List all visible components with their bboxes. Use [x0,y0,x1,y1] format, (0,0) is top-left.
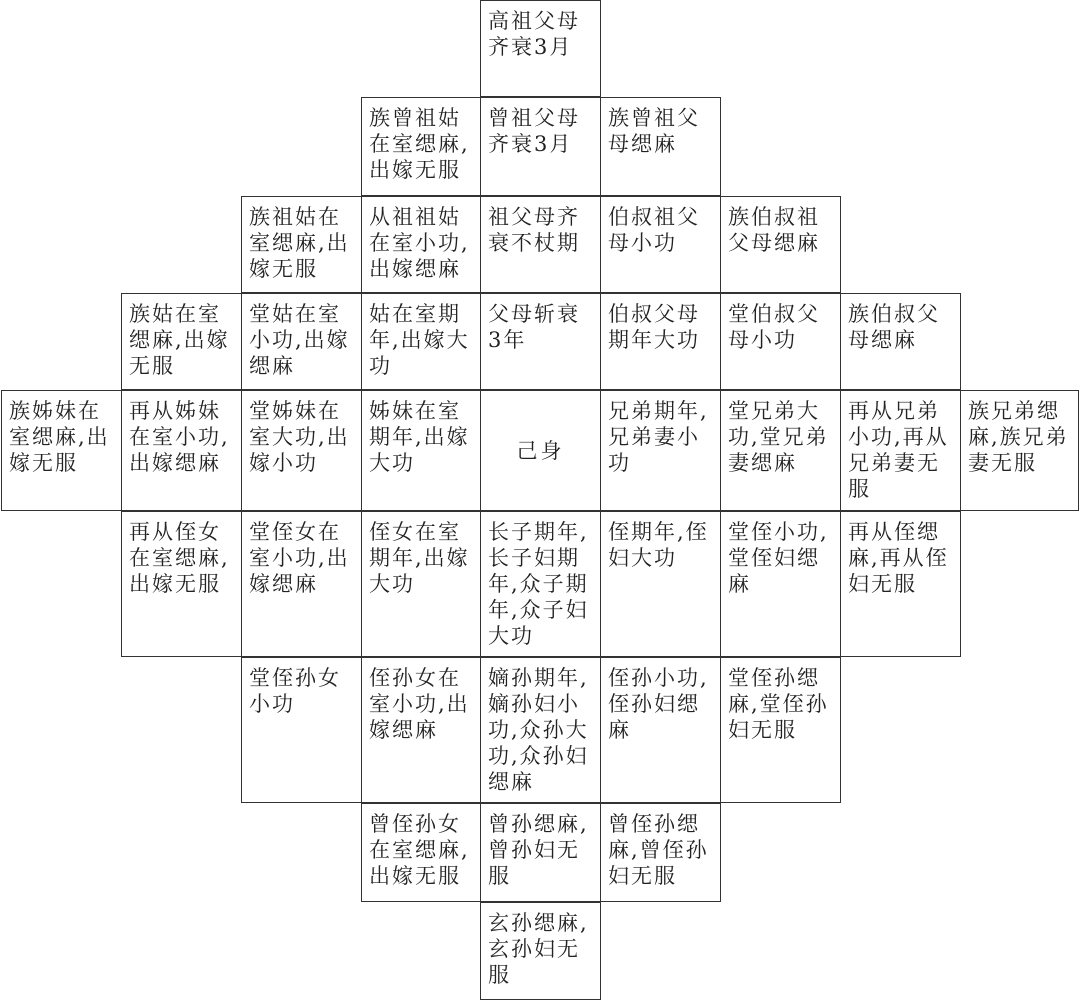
cell-xiongdi: 兄弟期年, 兄弟妻小 功 [600,390,721,511]
cell-cong-zu-zu-gu: 从祖祖姑 在室小功, 出嫁缌麻 [361,196,482,293]
cell-fumu: 父母斩衰 3年 [480,293,601,390]
cell-self: 己身 [480,390,601,511]
cell-sun: 嫡孙期年, 嫡孙妇小 功,众孙大 功,众孙妇 缌麻 [480,657,601,803]
cell-zu-fumu: 祖父母齐 衰不杖期 [480,196,601,293]
cell-tang-zhi: 堂侄小功, 堂侄妇缌 麻 [720,511,841,657]
cell-zu-xiongdi: 族兄弟缌 麻,族兄弟 妻无服 [960,390,1079,511]
cell-zai-cong-zhi: 再从侄缌 麻,再从侄 妇无服 [840,511,961,657]
cell-bo-shu-fumu: 伯叔父母 期年大功 [600,293,721,390]
cell-tang-xiongdi: 堂兄弟大 功,堂兄弟 妻缌麻 [720,390,841,511]
cell-zai-cong-zimei: 再从姊妹 在室小功, 出嫁缌麻 [121,390,242,511]
cell-tang-bo-shu-fumu: 堂伯叔父 母小功 [720,293,841,390]
cell-zi: 长子期年, 长子妇期 年,众子期 年,众子妇 大功 [480,511,601,657]
cell-zhisun: 侄孙小功, 侄孙妇缌 麻 [600,657,721,803]
cell-tang-zhisun-nv: 堂侄孙女 小功 [241,657,362,803]
cell-tang-gu: 堂姑在室 小功,出嫁 缌麻 [241,293,362,390]
cell-zeng-sun: 曾孙缌麻, 曾孙妇无 服 [480,803,601,902]
cell-zu-zimei: 族姊妹在 室缌麻,出 嫁无服 [1,390,122,511]
cell-gu: 姑在室期 年,出嫁大 功 [361,293,482,390]
cell-gaozu-fumu: 高祖父母 齐衰3月 [480,0,601,97]
cell-tang-zhinv: 堂侄女在 室小功,出 嫁缌麻 [241,511,362,657]
cell-bo-shu-zu-fumu: 伯叔祖父 母小功 [600,196,721,293]
cell-zhi: 侄期年,侄 妇大功 [600,511,721,657]
cell-zeng-zhisun-nv: 曾侄孙女 在室缌麻, 出嫁无服 [361,803,482,902]
cell-zeng-zhisun: 曾侄孙缌 麻,曾侄孙 妇无服 [600,803,721,902]
cell-zeng-zu-fumu: 曾祖父母 齐衰3月 [480,97,601,196]
cell-zhinv: 侄女在室 期年,出嫁 大功 [361,511,482,657]
cell-zu-zeng-zu-fumu: 族曾祖父 母缌麻 [600,97,721,196]
cell-zai-cong-zhinv: 再从侄女 在室缌麻, 出嫁无服 [121,511,242,657]
cell-zu-zu-gu: 族祖姑在 室缌麻,出 嫁无服 [241,196,362,293]
cell-tang-zimei: 堂姊妹在 室大功,出 嫁小功 [241,390,362,511]
cell-zu-bo-shu-zu-fumu: 族伯叔祖 父母缌麻 [720,196,841,293]
cell-tang-zhisun: 堂侄孙缌 麻,堂侄孙 妇无服 [720,657,841,803]
cell-xuan-sun: 玄孙缌麻, 玄孙妇无 服 [480,902,601,1000]
cell-zu-gu: 族姑在室 缌麻,出嫁 无服 [121,293,242,390]
cell-zu-bo-shu-fumu: 族伯叔父 母缌麻 [840,293,961,390]
cell-zai-cong-xiongdi: 再从兄弟 小功,再从 兄弟妻无 服 [840,390,961,511]
cell-zimei: 姊妹在室 期年,出嫁 大功 [361,390,482,511]
cell-zu-zeng-zu-gu: 族曾祖姑 在室缌麻, 出嫁无服 [361,97,482,196]
cell-zhisun-nv: 侄孙女在 室小功,出 嫁缌麻 [361,657,482,803]
